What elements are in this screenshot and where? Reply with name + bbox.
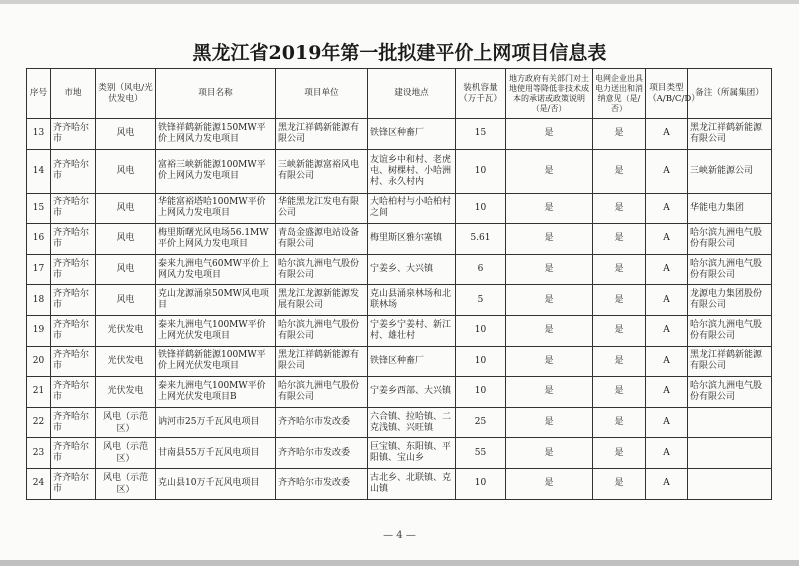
table-row <box>27 285 772 316</box>
cell-category: 风电 <box>96 119 156 150</box>
cell-location: 宁姜乡、大兴镇 <box>368 254 456 285</box>
cell-project-type: A <box>646 407 688 438</box>
cell-city: 齐齐哈尔市 <box>51 254 96 285</box>
cell-city: 齐齐哈尔市 <box>51 149 96 193</box>
cell-grid-opinion: 是 <box>593 119 646 150</box>
cell-remark <box>688 468 772 499</box>
cell-category: 风电（示范区） <box>96 468 156 499</box>
cell-project-unit: 齐齐哈尔市发改委 <box>276 468 368 499</box>
cell-capacity: 15 <box>456 119 506 150</box>
header-seq: 序号 <box>27 69 51 119</box>
cell-commitment: 是 <box>506 315 593 346</box>
cell-project-type: A <box>646 468 688 499</box>
cell-grid-opinion: 是 <box>593 193 646 224</box>
cell-city: 齐齐哈尔市 <box>51 224 96 255</box>
cell-category: 光伏发电 <box>96 346 156 377</box>
cell-category: 风电 <box>96 193 156 224</box>
cell-commitment: 是 <box>506 285 593 316</box>
table-row <box>27 438 772 469</box>
cell-city: 齐齐哈尔市 <box>51 346 96 377</box>
cell-project-unit: 黑龙江祥鹤新能源有限公司 <box>276 346 368 377</box>
cell-grid-opinion: 是 <box>593 438 646 469</box>
cell-project-type: A <box>646 377 688 408</box>
header-commitment: 地方政府有关部门对土地使用等降低非技术成本的承诺或政策说明（是/否） <box>506 69 593 119</box>
cell-location: 铁锋区种畜厂 <box>368 119 456 150</box>
cell-commitment: 是 <box>506 119 593 150</box>
table-row <box>27 377 772 408</box>
cell-category: 光伏发电 <box>96 315 156 346</box>
header-name: 项目名称 <box>156 69 276 119</box>
cell-location: 梅里斯区雅尔塞镇 <box>368 224 456 255</box>
cell-location: 六合镇、拉哈镇、二克浅镇、兴旺镇 <box>368 407 456 438</box>
cell-project-name: 铁锋祥鹤新能源100MW平价上网光伏发电项目 <box>156 346 276 377</box>
cell-capacity: 5 <box>456 285 506 316</box>
cell-project-unit: 哈尔滨九洲电气股份有限公司 <box>276 377 368 408</box>
cell-remark: 龙源电力集团股份有限公司 <box>688 285 772 316</box>
cell-seq: 17 <box>27 254 51 285</box>
table-row <box>27 224 772 255</box>
cell-project-type: A <box>646 438 688 469</box>
cell-seq: 24 <box>27 468 51 499</box>
cell-remark <box>688 438 772 469</box>
cell-project-type: A <box>646 254 688 285</box>
cell-project-unit: 齐齐哈尔市发改委 <box>276 407 368 438</box>
document-title: 黑龙江省2019年第一批拟建平价上网项目信息表 <box>192 42 607 64</box>
cell-commitment: 是 <box>506 149 593 193</box>
cell-project-name: 梅里斯曙光风电场56.1MW平价上网风力发电项目 <box>156 224 276 255</box>
cell-capacity: 10 <box>456 346 506 377</box>
cell-project-name: 泰来九洲电气100MW平价上网光伏发电项目 <box>156 315 276 346</box>
cell-seq: 13 <box>27 119 51 150</box>
table-row <box>27 468 772 499</box>
cell-project-name: 华能富裕塔哈100MW平价上网风力发电项目 <box>156 193 276 224</box>
cell-commitment: 是 <box>506 468 593 499</box>
cell-remark: 黑龙江祥鹤新能源有限公司 <box>688 119 772 150</box>
header-unit: 项目单位 <box>276 69 368 119</box>
cell-city: 齐齐哈尔市 <box>51 119 96 150</box>
cell-grid-opinion: 是 <box>593 254 646 285</box>
cell-project-name: 甘南县55万千瓦风电项目 <box>156 438 276 469</box>
cell-project-name: 泰来九洲电气60MW平价上网风力发电项目 <box>156 254 276 285</box>
cell-capacity: 55 <box>456 438 506 469</box>
cell-seq: 20 <box>27 346 51 377</box>
header-city: 市地 <box>51 69 96 119</box>
cell-project-name: 克山县10万千瓦风电项目 <box>156 468 276 499</box>
table-row <box>27 315 772 346</box>
cell-location: 友谊乡中和村、老虎屯、树棵村、小哈洲村、永久村内 <box>368 149 456 193</box>
cell-seq: 16 <box>27 224 51 255</box>
cell-city: 齐齐哈尔市 <box>51 468 96 499</box>
cell-project-type: A <box>646 224 688 255</box>
cell-project-unit: 华能黑龙江发电有限公司 <box>276 193 368 224</box>
cell-grid-opinion: 是 <box>593 346 646 377</box>
cell-commitment: 是 <box>506 193 593 224</box>
cell-capacity: 5.61 <box>456 224 506 255</box>
cell-grid-opinion: 是 <box>593 377 646 408</box>
table-row <box>27 254 772 285</box>
header-remark: 备注（所属集团） <box>688 69 772 119</box>
cell-project-type: A <box>646 119 688 150</box>
cell-location: 巨宝镇、东阳镇、平阳镇、宝山乡 <box>368 438 456 469</box>
cell-city: 齐齐哈尔市 <box>51 193 96 224</box>
cell-project-name: 克山龙源涌泉50MW风电项目 <box>156 285 276 316</box>
cell-capacity: 10 <box>456 377 506 408</box>
cell-project-name: 泰来九洲电气100MW平价上网光伏发电项目B <box>156 377 276 408</box>
cell-project-type: A <box>646 315 688 346</box>
cell-commitment: 是 <box>506 438 593 469</box>
cell-commitment: 是 <box>506 377 593 408</box>
cell-commitment: 是 <box>506 346 593 377</box>
table-row <box>27 149 772 193</box>
cell-remark: 哈尔滨九洲电气股份有限公司 <box>688 254 772 285</box>
cell-grid-opinion: 是 <box>593 149 646 193</box>
cell-project-unit: 三峡新能源富裕风电有限公司 <box>276 149 368 193</box>
header-project-type: 项目类型（A/B/C/D） <box>646 69 688 119</box>
cell-category: 风电 <box>96 149 156 193</box>
cell-city: 齐齐哈尔市 <box>51 315 96 346</box>
cell-seq: 15 <box>27 193 51 224</box>
cell-project-type: A <box>646 285 688 316</box>
cell-project-type: A <box>646 346 688 377</box>
cell-grid-opinion: 是 <box>593 468 646 499</box>
cell-category: 光伏发电 <box>96 377 156 408</box>
cell-category: 风电（示范区） <box>96 438 156 469</box>
cell-seq: 14 <box>27 149 51 193</box>
cell-grid-opinion: 是 <box>593 315 646 346</box>
cell-remark: 黑龙江祥鹤新能源有限公司 <box>688 346 772 377</box>
cell-grid-opinion: 是 <box>593 224 646 255</box>
cell-project-type: A <box>646 149 688 193</box>
cell-category: 风电（示范区） <box>96 407 156 438</box>
cell-grid-opinion: 是 <box>593 407 646 438</box>
cell-remark: 三峡新能源公司 <box>688 149 772 193</box>
page-number: — 4 — <box>383 530 416 541</box>
cell-seq: 23 <box>27 438 51 469</box>
cell-seq: 22 <box>27 407 51 438</box>
cell-remark <box>688 407 772 438</box>
cell-capacity: 25 <box>456 407 506 438</box>
cell-capacity: 6 <box>456 254 506 285</box>
cell-commitment: 是 <box>506 407 593 438</box>
cell-project-unit: 齐齐哈尔市发改委 <box>276 438 368 469</box>
cell-category: 风电 <box>96 254 156 285</box>
cell-project-name: 铁锋祥鹤新能源150MW平价上网风力发电项目 <box>156 119 276 150</box>
cell-remark: 哈尔滨九洲电气股份有限公司 <box>688 224 772 255</box>
table-row <box>27 193 772 224</box>
cell-city: 齐齐哈尔市 <box>51 285 96 316</box>
table-row <box>27 119 772 150</box>
cell-location: 宁姜乡西部、大兴镇 <box>368 377 456 408</box>
cell-commitment: 是 <box>506 254 593 285</box>
cell-location: 铁锋区种畜厂 <box>368 346 456 377</box>
cell-project-unit: 哈尔滨九洲电气股份有限公司 <box>276 254 368 285</box>
cell-capacity: 10 <box>456 149 506 193</box>
header-capacity: 装机容量（万千瓦） <box>456 69 506 119</box>
cell-location: 克山县涌泉林场和北联林场 <box>368 285 456 316</box>
cell-remark: 哈尔滨九洲电气股份有限公司 <box>688 315 772 346</box>
cell-location: 古北乡、北联镇、克山镇 <box>368 468 456 499</box>
cell-project-type: A <box>646 193 688 224</box>
cell-project-unit: 青岛金盛源电站设备有限公司 <box>276 224 368 255</box>
project-info-table <box>26 68 772 500</box>
cell-project-unit: 黑龙江龙源新能源发展有限公司 <box>276 285 368 316</box>
cell-location: 大哈柏村与小哈柏村之间 <box>368 193 456 224</box>
cell-location: 宁姜乡宁姜村、新江村、雄壮村 <box>368 315 456 346</box>
header-location: 建设地点 <box>368 69 456 119</box>
header-grid: 电网企业出具电力送出和消纳意见（是/否） <box>593 69 646 119</box>
table-row <box>27 346 772 377</box>
cell-category: 风电 <box>96 285 156 316</box>
cell-remark: 华能电力集团 <box>688 193 772 224</box>
cell-commitment: 是 <box>506 224 593 255</box>
cell-project-unit: 黑龙江祥鹤新能源有限公司 <box>276 119 368 150</box>
cell-capacity: 10 <box>456 468 506 499</box>
scan-bottom-edge <box>0 560 799 566</box>
table-row <box>27 407 772 438</box>
table-header-row <box>27 69 772 119</box>
cell-grid-opinion: 是 <box>593 285 646 316</box>
cell-seq: 19 <box>27 315 51 346</box>
header-category: 类别（风电/光伏发电） <box>96 69 156 119</box>
cell-category: 风电 <box>96 224 156 255</box>
cell-capacity: 10 <box>456 193 506 224</box>
cell-seq: 21 <box>27 377 51 408</box>
cell-project-name: 富裕三峡新能源100MW平价上网风力发电项目 <box>156 149 276 193</box>
cell-capacity: 10 <box>456 315 506 346</box>
cell-city: 齐齐哈尔市 <box>51 438 96 469</box>
cell-city: 齐齐哈尔市 <box>51 407 96 438</box>
cell-city: 齐齐哈尔市 <box>51 377 96 408</box>
cell-remark: 哈尔滨九洲电气股份有限公司 <box>688 377 772 408</box>
cell-project-unit: 哈尔滨九洲电气股份有限公司 <box>276 315 368 346</box>
cell-seq: 18 <box>27 285 51 316</box>
cell-project-name: 讷河市25万千瓦风电项目 <box>156 407 276 438</box>
